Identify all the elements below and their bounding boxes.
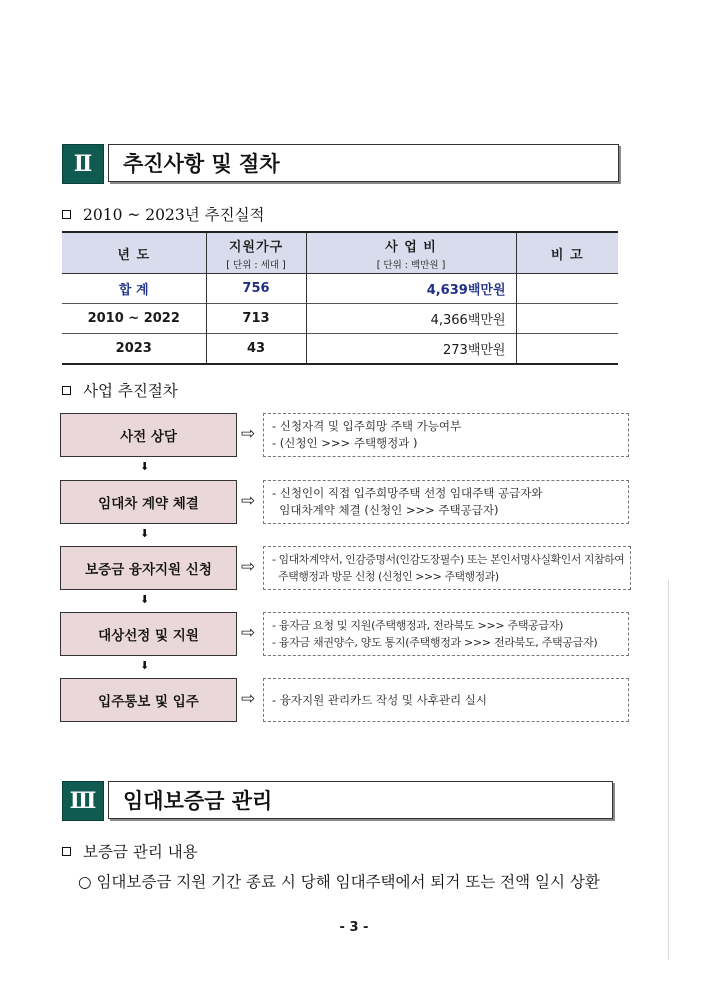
section-number-badge: Ⅱ [62, 144, 104, 184]
page-number: - 3 - [339, 920, 369, 935]
table-row [62, 334, 618, 364]
table-header-row [62, 232, 618, 274]
description-line: - (신청인 >>> 주택행정과 ) [272, 436, 418, 450]
arrow-right-icon: ⇨ [241, 424, 256, 444]
section-title: 임대보증금 관리 [108, 781, 613, 819]
arrow-right-icon: ⇨ [241, 557, 256, 577]
cell-note [516, 304, 618, 334]
arrow-down-icon: ⬇ [140, 659, 150, 672]
description-line: 임대차계약 체결 (신청인 >>> 주택공급자) [272, 503, 499, 517]
cell-note [516, 334, 618, 364]
description-line: - 융자금 요청 및 지원(주택행정과, 전라북도 >>> 주택공급자) [272, 619, 564, 632]
cell-households: 43 [206, 334, 306, 364]
arrow-right-icon: ⇨ [241, 623, 256, 643]
description-line: - 임대차계약서, 인감증명서(인감도장필수) 또는 본인서명사실확인서 지참하여 [272, 553, 625, 566]
deposit-heading-text: 보증금 관리 내용 [83, 843, 198, 861]
page-edge-line [668, 580, 669, 960]
step-box: 사전 상담 [60, 413, 237, 457]
step-description [263, 546, 631, 590]
cell-households: 756 [206, 274, 306, 304]
section-number-badge: Ⅲ [62, 781, 104, 821]
results-heading [62, 203, 265, 225]
table-row [62, 304, 618, 334]
step-box: 임대차 계약 체결 [60, 480, 237, 524]
results-heading-text: 2010 ~ 2023년 추진실적 [83, 206, 265, 224]
procedure-heading [62, 379, 178, 401]
step-description [263, 678, 629, 722]
table-row-total [62, 274, 618, 304]
results-table [62, 231, 618, 365]
arrow-down-icon: ⬇ [140, 593, 150, 606]
cell-year: 2010 ~ 2022 [87, 311, 180, 326]
description-line: - 융자금 채권양수, 양도 통지(주택행정과 >>> 전라북도, 주택공급자) [272, 636, 598, 649]
deposit-item: ○ 임대보증금 지원 기간 종료 시 당해 임대주택에서 퇴거 또는 전액 일시 상환 [78, 873, 600, 891]
arrow-right-icon: ⇨ [241, 491, 256, 511]
deposit-heading [62, 840, 198, 862]
description-line: - 신청인이 직접 입주희망주택 선정 임대주택 공급자와 [272, 486, 543, 500]
cell-year: 합 계 [118, 283, 149, 298]
cell-year: 2023 [115, 340, 152, 356]
step-box: 입주통보 및 입주 [60, 678, 237, 722]
cell-cost: 4,639백만원 [306, 274, 516, 304]
col-note: 비 고 [516, 232, 618, 274]
step-box: 보증금 융자지원 신청 [60, 546, 237, 590]
cell-households: 713 [206, 304, 306, 334]
arrow-down-icon: ⬇ [140, 527, 150, 540]
col-year: 년 도 [62, 232, 206, 274]
procedure-heading-text: 사업 추진절차 [83, 382, 178, 400]
col-cost: 사 업 비 [ 단위 : 백만원 ] [306, 232, 516, 274]
step-description [263, 480, 629, 524]
col-households: 지원가구 [ 단위 : 세대 ] [206, 232, 306, 274]
section-title: 추진사항 및 절차 [108, 144, 619, 182]
cell-cost: 4,366백만원 [306, 304, 516, 334]
cell-cost: 273백만원 [306, 334, 516, 364]
description-line: - 융자지원 관리카드 작성 및 사후관리 실시 [272, 693, 487, 707]
square-bullet-icon [62, 210, 71, 219]
cell-note [516, 274, 618, 304]
square-bullet-icon [62, 386, 71, 395]
arrow-down-icon: ⬇ [140, 460, 150, 473]
step-description [263, 413, 629, 457]
description-line: - 신청자격 및 입주희망 주택 가능여부 [272, 419, 462, 433]
square-bullet-icon [62, 847, 71, 856]
step-box: 대상선정 및 지원 [60, 612, 237, 656]
step-description [263, 612, 629, 656]
description-line: 주택행정과 방문 신청 (신청인 >>> 주택행정과) [272, 570, 499, 583]
arrow-right-icon: ⇨ [241, 689, 256, 709]
